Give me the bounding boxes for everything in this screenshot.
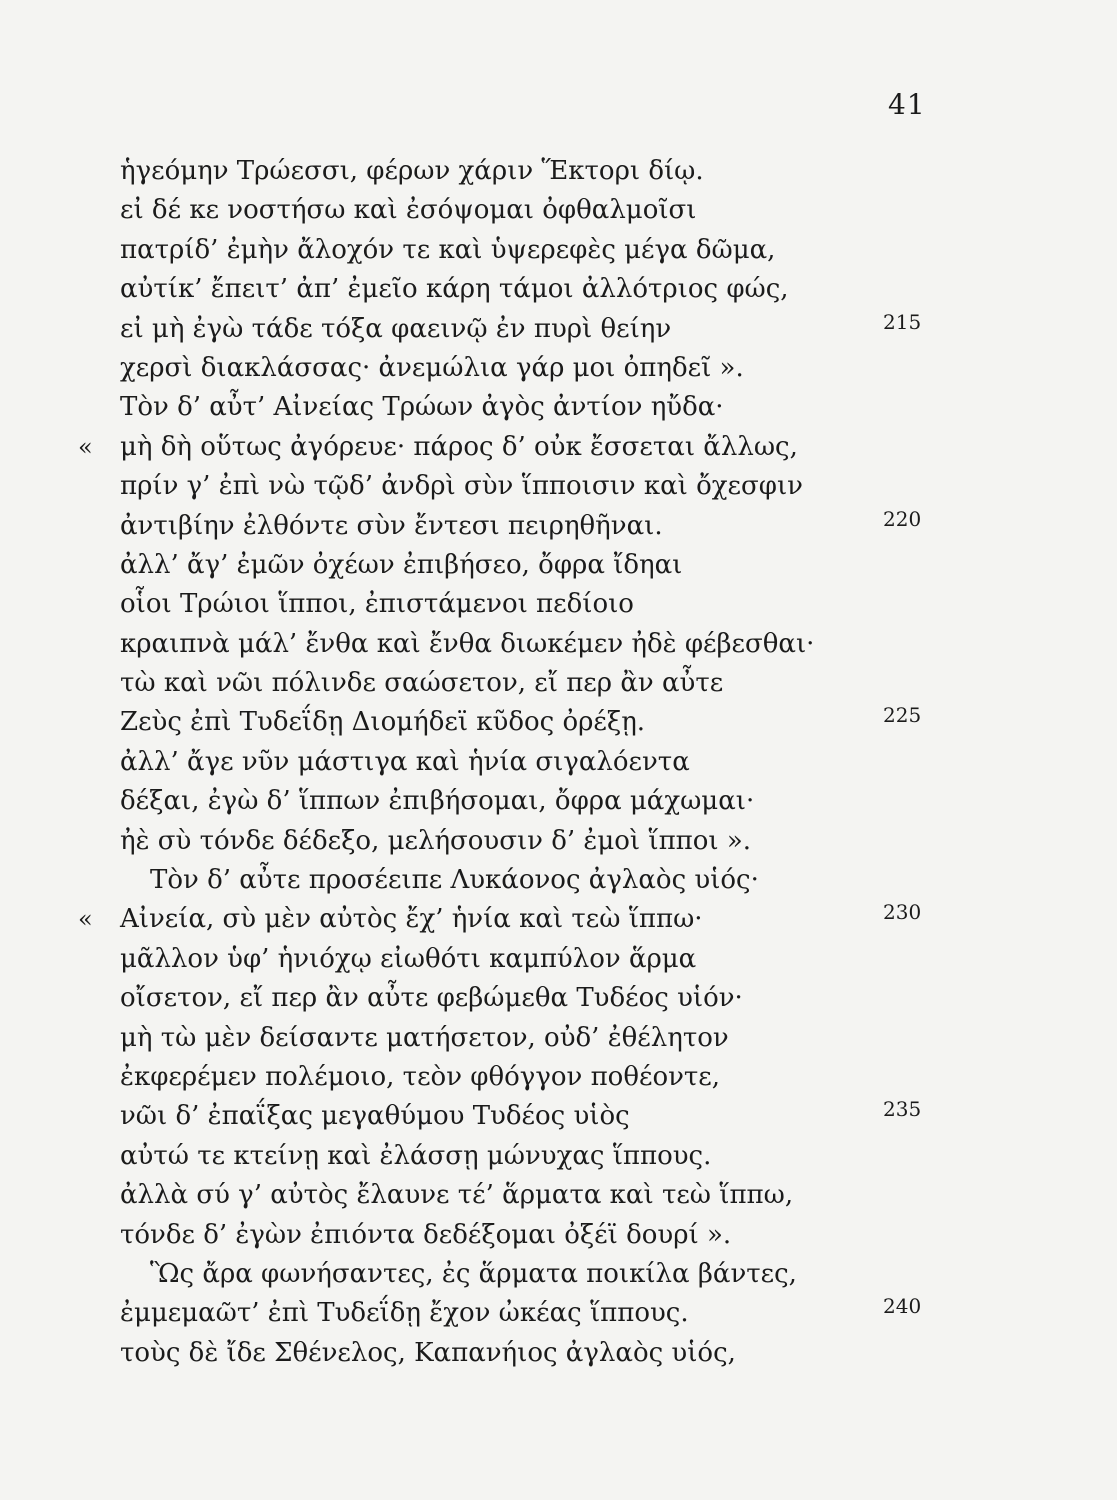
verse-line bbox=[0, 1019, 1117, 1058]
opening-quote-mark: « bbox=[78, 432, 93, 461]
verse-line bbox=[0, 1058, 1117, 1097]
verse-line-text: Τὸν δ’ αὖτ’ Αἰνείας Τρώων ἀγὸς ἀντίον ηὔδα· bbox=[120, 392, 724, 423]
verse-line bbox=[0, 1294, 1117, 1333]
verse-line bbox=[0, 1176, 1117, 1215]
verse-line-text: δέξαι, ἐγὼ δ’ ἵππων ἐπιβήσομαι, ὄφρα μάχωμαι· bbox=[120, 786, 755, 817]
verse-line bbox=[0, 1137, 1117, 1176]
verse-line bbox=[0, 152, 1117, 191]
verse-text bbox=[0, 152, 1117, 1373]
line-number: 225 bbox=[883, 703, 922, 728]
verse-line bbox=[0, 900, 1117, 939]
line-number: 230 bbox=[883, 900, 922, 925]
verse-line bbox=[0, 782, 1117, 821]
verse-line-text: ἀλλ’ ἄγ’ ἐμῶν ὀχέων ἐπιβήσεο, ὄφρα ἴδηαι bbox=[120, 549, 683, 580]
verse-line bbox=[0, 546, 1117, 585]
verse-line-text: εἰ δέ κε νοστήσω καὶ ἐσόψομαι ὀφθαλμοῖσι bbox=[120, 195, 697, 226]
verse-line bbox=[0, 1216, 1117, 1255]
verse-line-text: μὴ τὼ μὲν δείσαντε ματήσετον, οὐδ’ ἐθέλητον bbox=[120, 1022, 729, 1053]
verse-line bbox=[0, 585, 1117, 624]
verse-line bbox=[0, 703, 1117, 742]
verse-line bbox=[0, 388, 1117, 427]
verse-line bbox=[0, 1097, 1117, 1136]
verse-line-text: ἐμμεμαῶτ’ ἐπὶ Τυδεΐδῃ ἔχον ὠκέας ἵππους. bbox=[120, 1298, 689, 1329]
verse-line-text: ἡγεόμην Τρώεσσι, φέρων χάριν Ἕκτορι δίῳ. bbox=[120, 156, 704, 186]
verse-line bbox=[0, 310, 1117, 349]
verse-line-text: Τὸν δ’ αὖτε προσέειπε Λυκάονος ἀγλαὸς υἱός· bbox=[150, 865, 759, 896]
verse-line-text: ἀλλὰ σύ γ’ αὐτὸς ἔλαυνε τέ’ ἅρματα καὶ τεὼ ἵππω, bbox=[120, 1180, 794, 1211]
verse-line-text: οἷοι Τρώιοι ἵπποι, ἐπιστάμενοι πεδίοιο bbox=[120, 589, 634, 620]
verse-line bbox=[0, 822, 1117, 861]
verse-line bbox=[0, 664, 1117, 703]
line-number: 240 bbox=[883, 1294, 922, 1319]
verse-line bbox=[0, 979, 1117, 1018]
line-number: 220 bbox=[883, 506, 922, 531]
verse-line bbox=[0, 940, 1117, 979]
verse-line bbox=[0, 1334, 1117, 1373]
verse-line bbox=[0, 191, 1117, 230]
verse-line-text: μὴ δὴ οὕτως ἀγόρευε· πάρος δ’ οὐκ ἔσσεται ἄλλως, bbox=[120, 431, 798, 462]
verse-line bbox=[0, 467, 1117, 506]
verse-line bbox=[0, 1255, 1117, 1294]
verse-line-text: χερσὶ διακλάσσας· ἀνεμώλια γάρ μοι ὀπηδεῖ ». bbox=[120, 352, 744, 383]
verse-line bbox=[0, 743, 1117, 782]
verse-line-text: τοὺς δὲ ἴδε Σθένελος, Καπανήιος ἀγλαὸς υἱός, bbox=[120, 1337, 736, 1368]
verse-line-text: ἐκφερέμεν πολέμοιο, τεὸν φθόγγον ποθέοντε, bbox=[120, 1061, 721, 1092]
verse-line-text: πρίν γ’ ἐπὶ νὼ τῷδ’ ἀνδρὶ σὺν ἵπποισιν καὶ ὄχεσφιν bbox=[120, 471, 803, 502]
verse-line-text: τόνδε δ’ ἐγὼν ἐπιόντα δεδέξομαι ὀξέϊ δουρί ». bbox=[120, 1219, 732, 1250]
verse-line-text: νῶι δ’ ἐπαΐξας μεγαθύμου Τυδέος υἱὸς bbox=[120, 1101, 630, 1132]
verse-line-text: ἠὲ σὺ τόνδε δέδεξο, μελήσουσιν δ’ ἐμοὶ ἵπποι ». bbox=[120, 825, 752, 856]
verse-line bbox=[0, 428, 1117, 467]
verse-line-text: οἴσετον, εἴ περ ἂν αὖτε φεβώμεθα Τυδέος υἱόν· bbox=[120, 983, 743, 1014]
line-number: 235 bbox=[883, 1097, 922, 1122]
verse-line-text: εἰ μὴ ἐγὼ τάδε τόξα φαεινῷ ἐν πυρὶ θείην bbox=[120, 313, 672, 344]
verse-line-text: Ὣς ἄρα φωνήσαντες, ἐς ἅρματα ποικίλα βάντες, bbox=[150, 1258, 797, 1289]
verse-line-text: ἀλλ’ ἄγε νῦν μάστιγα καὶ ἡνία σιγαλόεντα bbox=[120, 746, 690, 777]
verse-line bbox=[0, 861, 1117, 900]
line-number: 215 bbox=[883, 309, 922, 334]
verse-line-text: τὼ καὶ νῶι πόλινδε σαώσετον, εἴ περ ἂν αὖτε bbox=[120, 668, 724, 699]
verse-line-text: κραιπνὰ μάλ’ ἔνθα καὶ ἔνθα διωκέμεν ἠδὲ φέβεσθαι· bbox=[120, 628, 815, 659]
verse-line-text: μᾶλλον ὑφ’ ἡνιόχῳ εἰωθότι καμπύλον ἅρμα bbox=[120, 943, 697, 974]
verse-line bbox=[0, 349, 1117, 388]
opening-quote-mark: « bbox=[78, 905, 93, 934]
verse-line bbox=[0, 231, 1117, 270]
verse-line-text: ἀντιβίην ἐλθόντε σὺν ἔντεσι πειρηθῆναι. bbox=[120, 510, 663, 541]
verse-line-text: αὐτίκ’ ἔπειτ’ ἀπ’ ἐμεῖο κάρη τάμοι ἀλλότριος φώς, bbox=[120, 274, 789, 305]
verse-line bbox=[0, 507, 1117, 546]
verse-line-text: αὐτώ τε κτείνῃ καὶ ἐλάσσῃ μώνυχας ἵππους. bbox=[120, 1140, 712, 1171]
verse-line-text: Ζεὺς ἐπὶ Τυδεΐδῃ Διομήδεϊ κῦδος ὀρέξῃ. bbox=[120, 707, 646, 738]
verse-line bbox=[0, 270, 1117, 309]
verse-line bbox=[0, 625, 1117, 664]
verse-line-text: πατρίδ’ ἐμὴν ἄλοχόν τε καὶ ὑψερεφὲς μέγα δῶμα, bbox=[120, 234, 776, 265]
verse-line-text: Αἰνεία, σὺ μὲν αὐτὸς ἔχ’ ἡνία καὶ τεὼ ἵππω· bbox=[120, 904, 703, 935]
page-number: 41 bbox=[888, 88, 926, 121]
